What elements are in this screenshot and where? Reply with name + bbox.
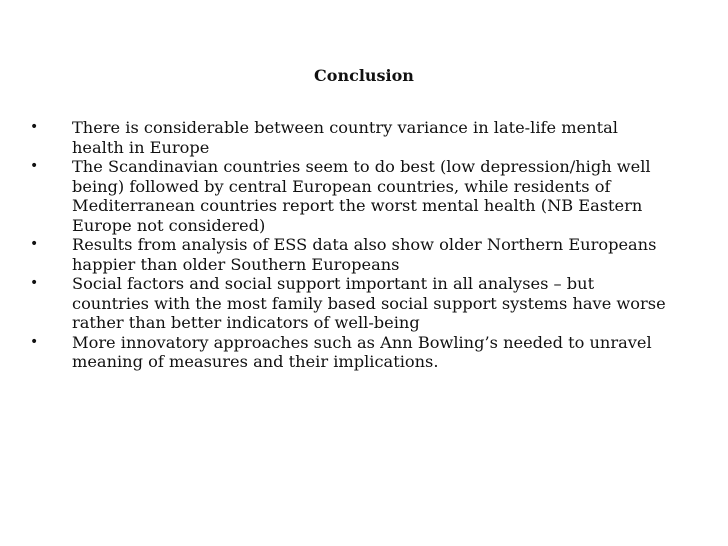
bullet-text: Social factors and social support important in all analyses – but countries with the most family based social support systems have worse rather than better indicators of well-being <box>72 274 666 332</box>
bullet-text: Results from analysis of ESS data also show older Northern Europeans happier than older Southern Europeans <box>72 235 657 274</box>
bullet-item <box>30 274 670 333</box>
bullet-text: More innovatory approaches such as Ann Bowling’s needed to unravel meaning of measures and their implications. <box>72 332 652 371</box>
bullet-marker: • <box>30 119 39 135</box>
slide-title-container <box>0 66 728 86</box>
bullet-item <box>30 333 670 372</box>
bullet-marker: • <box>30 236 39 252</box>
bullet-marker: • <box>30 275 39 291</box>
bullet-item <box>30 118 670 157</box>
bullet-text: The Scandinavian countries seem to do best (low depression/high well being) followed by central European countries, while residents of Mediterranean countries report the worst mental health (NB Eastern Europe not considered) <box>72 157 651 235</box>
bullet-item <box>30 157 670 235</box>
bullet-marker: • <box>30 333 39 350</box>
slide-title: Conclusion <box>314 66 414 85</box>
bullet-list <box>30 118 670 372</box>
bullet-item <box>30 235 670 274</box>
bullet-text: There is considerable between country variance in late-life mental health in Europe <box>72 118 618 157</box>
bullet-marker: • <box>30 158 39 174</box>
